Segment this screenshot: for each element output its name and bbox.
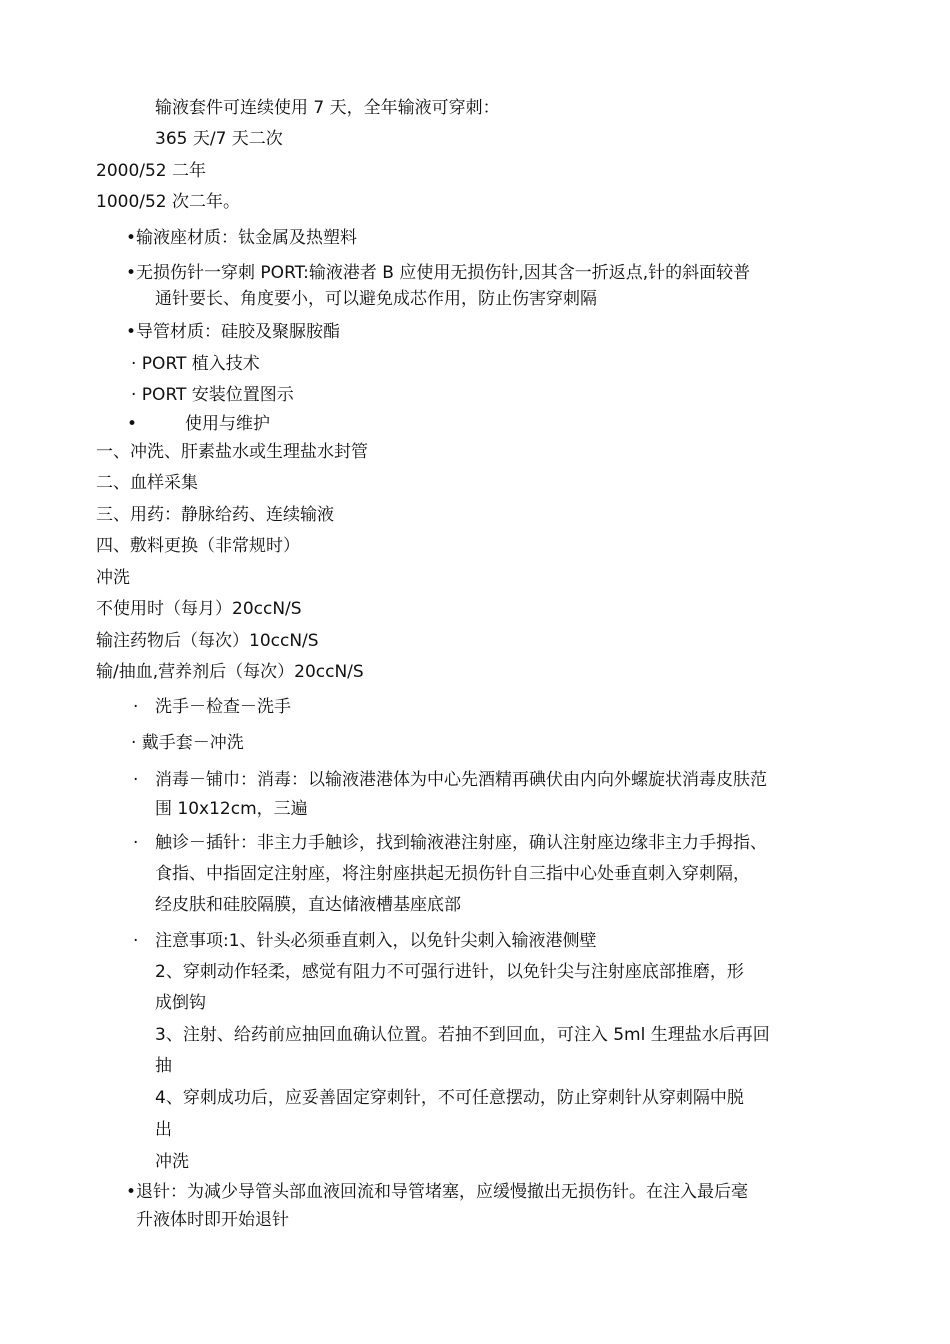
text-line: 洗手－检查－洗手 — [155, 697, 291, 717]
text-line: 经皮肤和硅胶隔膜，直达储液槽基座底部 — [155, 895, 461, 915]
text-line: 消毒－铺巾：消毒：以输液港港体为中心先酒精再碘伏由内向外螺旋状消毒皮肤范 — [155, 770, 767, 790]
bullet-item: •无损伤针一穿刺 PORT:输液港者 B 应使用无损伤针,因其含一折返点,针的斜面较普 — [126, 263, 751, 283]
text-line: 触诊－插针：非主力手触诊，找到输液港注射座，确认注射座边缘非主力手拇指、 — [155, 833, 767, 853]
text-line: 冲洗 — [96, 568, 130, 588]
text-line: 四、敷料更换（非常规时） — [96, 536, 300, 556]
text-line: 出 — [155, 1120, 172, 1140]
text-line: 输注药物后（每次）10ccN/S — [96, 631, 319, 651]
text-line: 三、用药：静脉给药、连续输液 — [96, 505, 334, 525]
bullet-item: •输液座材质：钛金属及热塑料 — [126, 228, 358, 248]
text-line: 二、血样采集 — [96, 473, 198, 493]
text-line: 抽 — [155, 1056, 172, 1076]
bullet-mark: · — [133, 833, 139, 853]
bullet-mark: • — [127, 414, 138, 434]
text-line: 一、冲洗、肝素盐水或生理盐水封管 — [96, 442, 368, 462]
bullet-item: •导管材质：硅胶及聚脲胺酯 — [126, 322, 341, 342]
text-line: 输/抽血,营养剂后（每次）20ccN/S — [96, 662, 364, 682]
text-line: 365 天/7 天二次 — [155, 129, 283, 149]
text-line: 升液体时即开始退针 — [136, 1210, 289, 1230]
text-line: 注意事项:1、针头必须垂直刺入，以免针尖刺入输液港侧壁 — [155, 931, 597, 951]
text-line: 2、穿刺动作轻柔，感觉有阻力不可强行进针，以免针尖与注射座底部推磨，形 — [155, 962, 744, 982]
text-line: 围 10x12cm，三遍 — [155, 799, 308, 819]
text-line: 不使用时（每月）20ccN/S — [96, 599, 302, 619]
bullet-item: · 戴手套－冲洗 — [131, 733, 244, 753]
text-line: 冲洗 — [155, 1152, 189, 1172]
text-line: 2000/52 二年 — [96, 161, 207, 181]
bullet-item: · PORT 安装位置图示 — [131, 385, 294, 405]
text-line: 通针要长、角度要小，可以避免成芯作用，防止伤害穿刺隔 — [155, 289, 597, 309]
text-line: 食指、中指固定注射座，将注射座拱起无损伤针自三指中心处垂直刺入穿刺隔， — [155, 864, 750, 884]
text-line: 4、穿刺成功后，应妥善固定穿刺针，不可任意摆动，防止穿刺针从穿刺隔中脱 — [155, 1088, 744, 1108]
text-line: 3、注射、给药前应抽回血确认位置。若抽不到回血，可注入 5ml 生理盐水后再回 — [155, 1025, 770, 1045]
text-line: 成倒钩 — [155, 993, 206, 1013]
bullet-mark: · — [133, 697, 139, 717]
section-heading: 使用与维护 — [185, 414, 270, 434]
text-line: 输液套件可连续使用 7 天，全年输液可穿刺： — [155, 98, 500, 118]
bullet-mark: · — [133, 931, 139, 951]
text-line: 1000/52 次二年。 — [96, 192, 241, 212]
bullet-item: •退针：为减少导管头部血液回流和导管堵塞，应缓慢撤出无损伤针。在注入最后毫 — [126, 1182, 749, 1202]
bullet-mark: · — [133, 770, 139, 790]
bullet-item: · PORT 植入技术 — [131, 354, 260, 374]
